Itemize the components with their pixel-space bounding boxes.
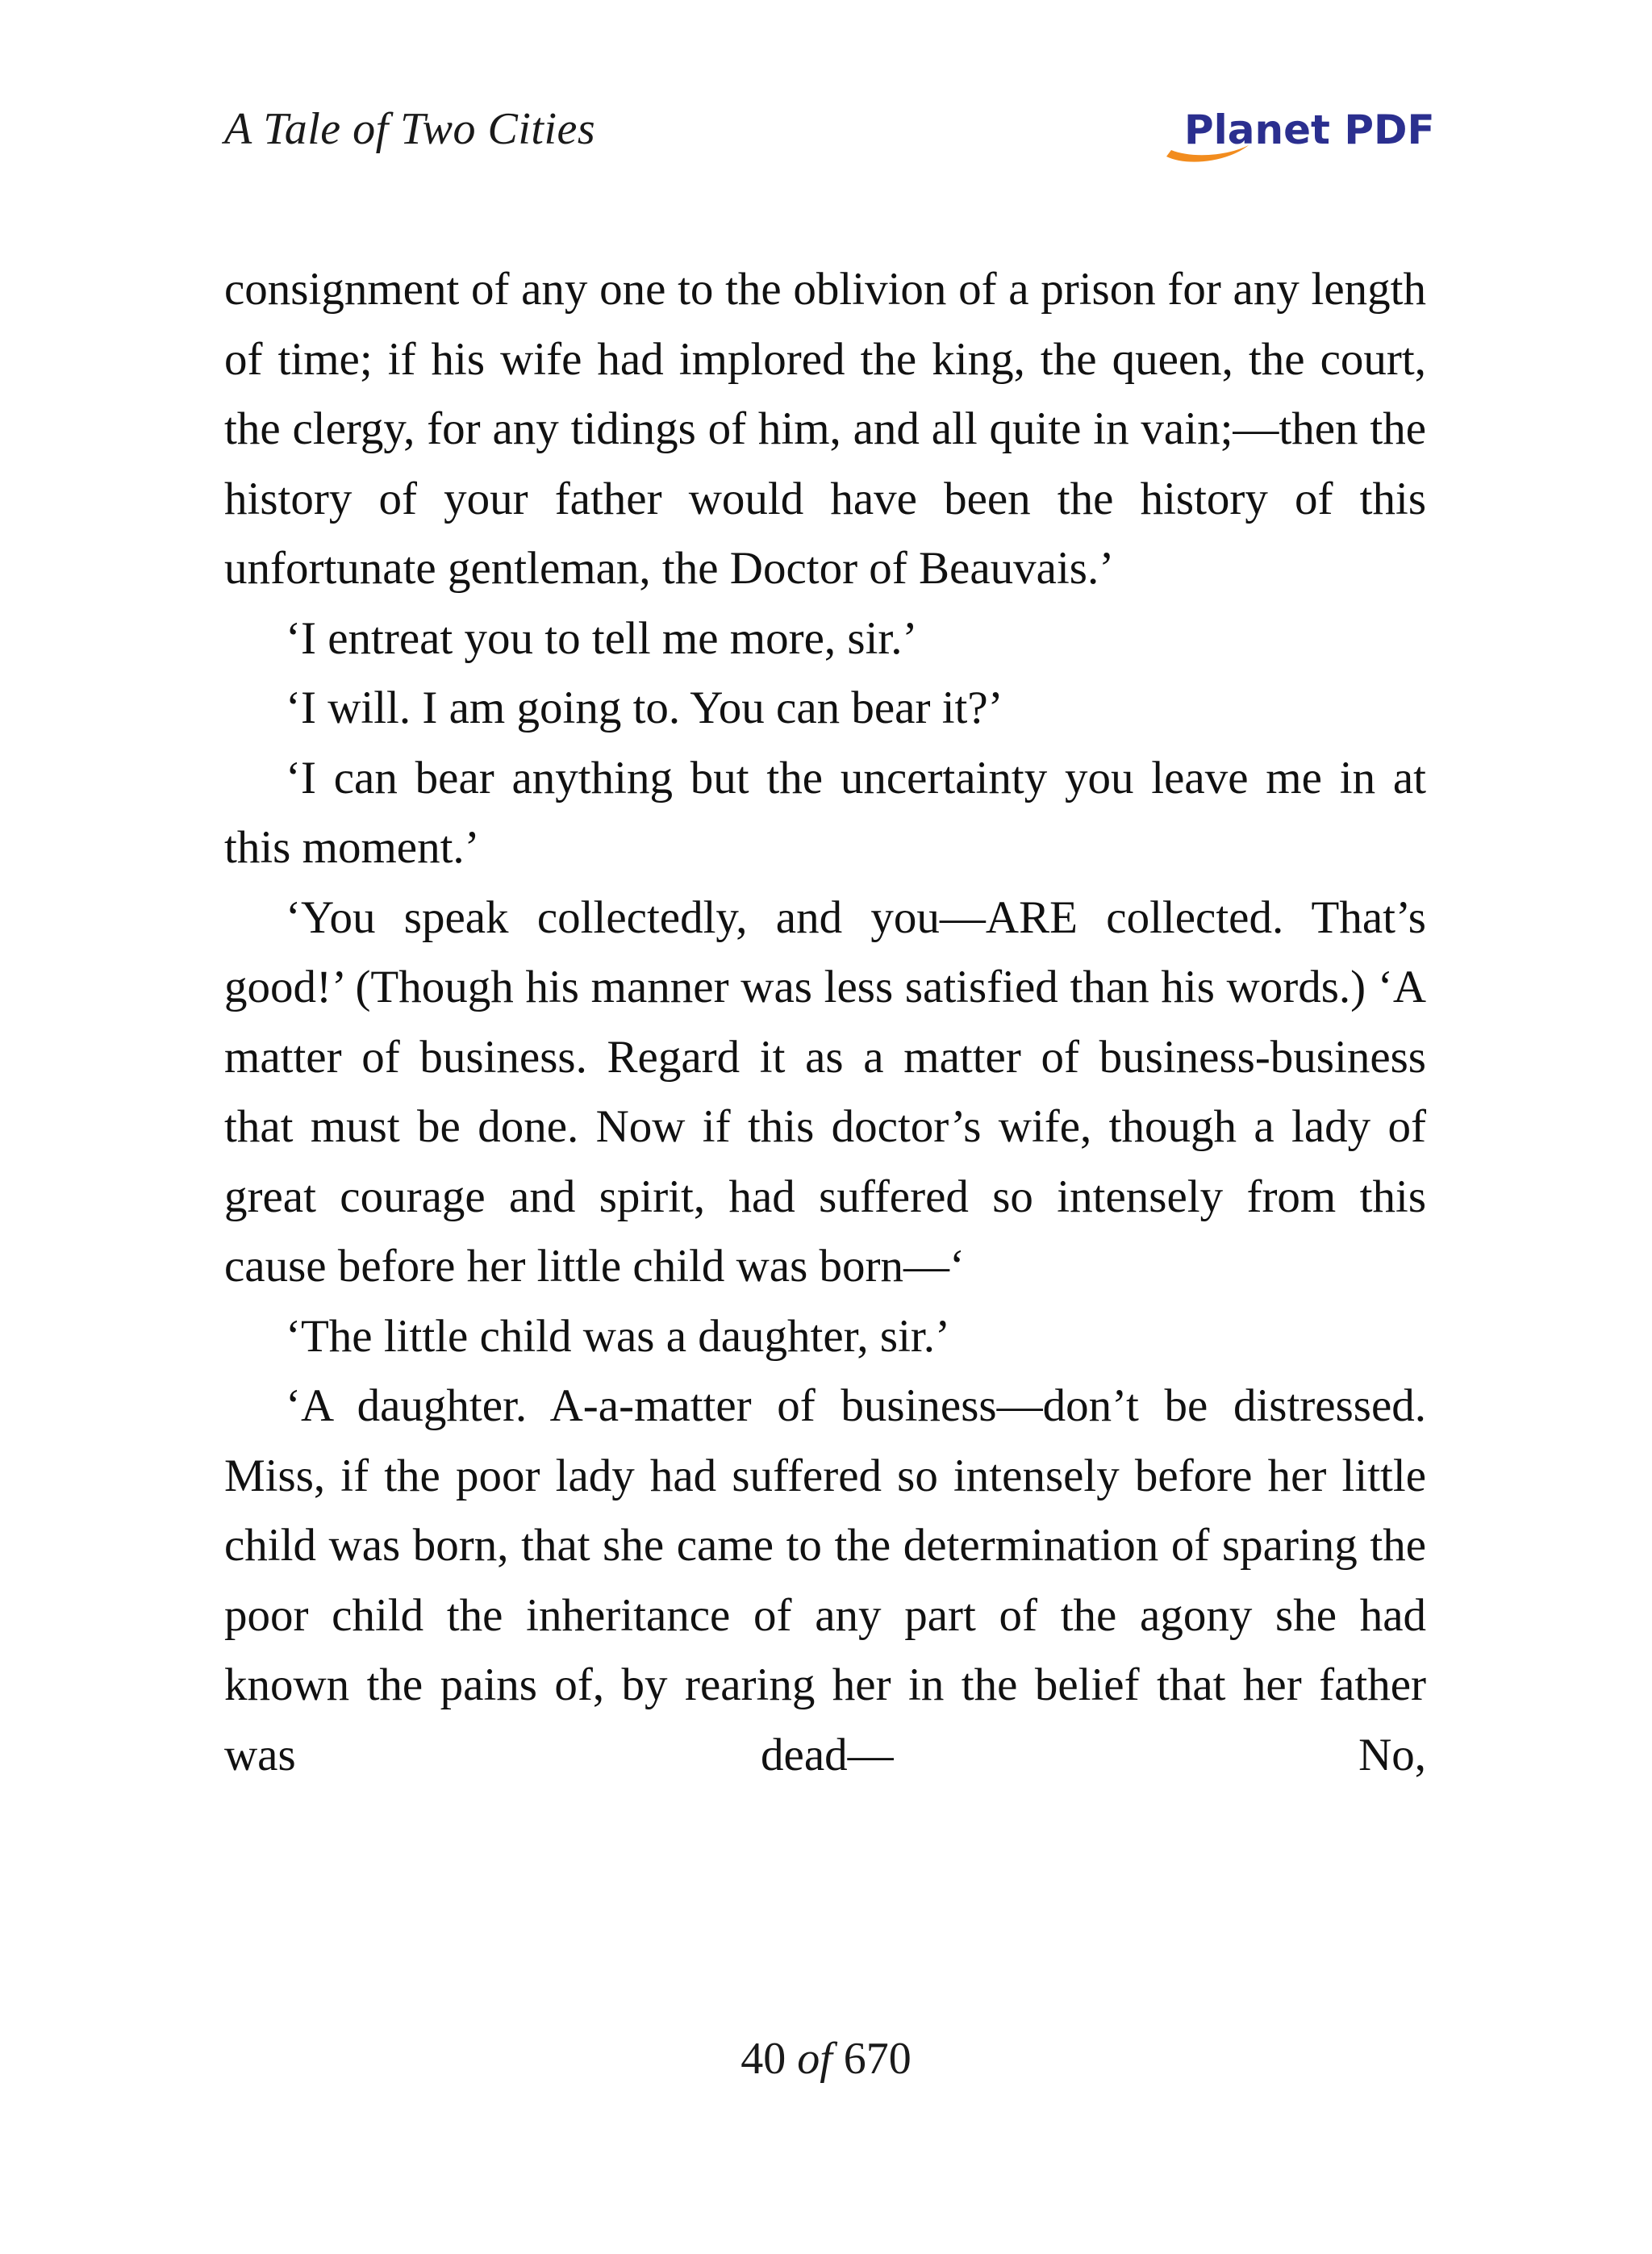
paragraph: ‘The little child was a daughter, sir.’ [286, 1310, 950, 1362]
page-footer [0, 2033, 1652, 2085]
planet-pdf-logo [1162, 103, 1435, 168]
paragraph: ‘I can bear anything but the uncertainty you leave me in at this moment.’ [224, 752, 1426, 873]
paragraph: ‘You speak collectedly, and you—ARE collected. That’s good!’ (Though his manner was less satisfied than his words.) ‘A matter of business. Regard it as a matter of business-business that must be done. Now if this doctor’s wife, though a lady of great courage and spirit, had suffered so intensely from this cause before her little child was born—‘ [224, 891, 1426, 1292]
paragraph: ‘I will. I am going to. You can bear it?’ [286, 682, 1003, 733]
paragraph: consignment of any one to the oblivion of a prison for any length of time; if his wife had implored the king, the queen, the court, the clergy, for any tidings of him, and all quite in vain;—then the history of your father would have been the history of this unfortunate gentleman, the Doctor of Beauvais.’ [224, 264, 1426, 594]
paragraph: ‘I entreat you to tell me more, sir.’ [286, 612, 918, 664]
book-title: A Tale of Two Cities [224, 104, 596, 154]
logo-text: Planet PDF [1184, 106, 1435, 153]
page-number: 40 [740, 2034, 786, 2084]
body-text [224, 255, 1426, 1790]
page-of-word: of [797, 2034, 832, 2084]
total-pages: 670 [843, 2034, 912, 2084]
paragraph: ‘A daughter. A-a-matter of business—don’t be distressed. Miss, if the poor lady had suffered so intensely before her little child was born, that she came to the determination of sparing the poor child the inheritance of any part of the agony she had known the pains of, by rearing her in the belief that her father was dead— No, [224, 1380, 1426, 1780]
